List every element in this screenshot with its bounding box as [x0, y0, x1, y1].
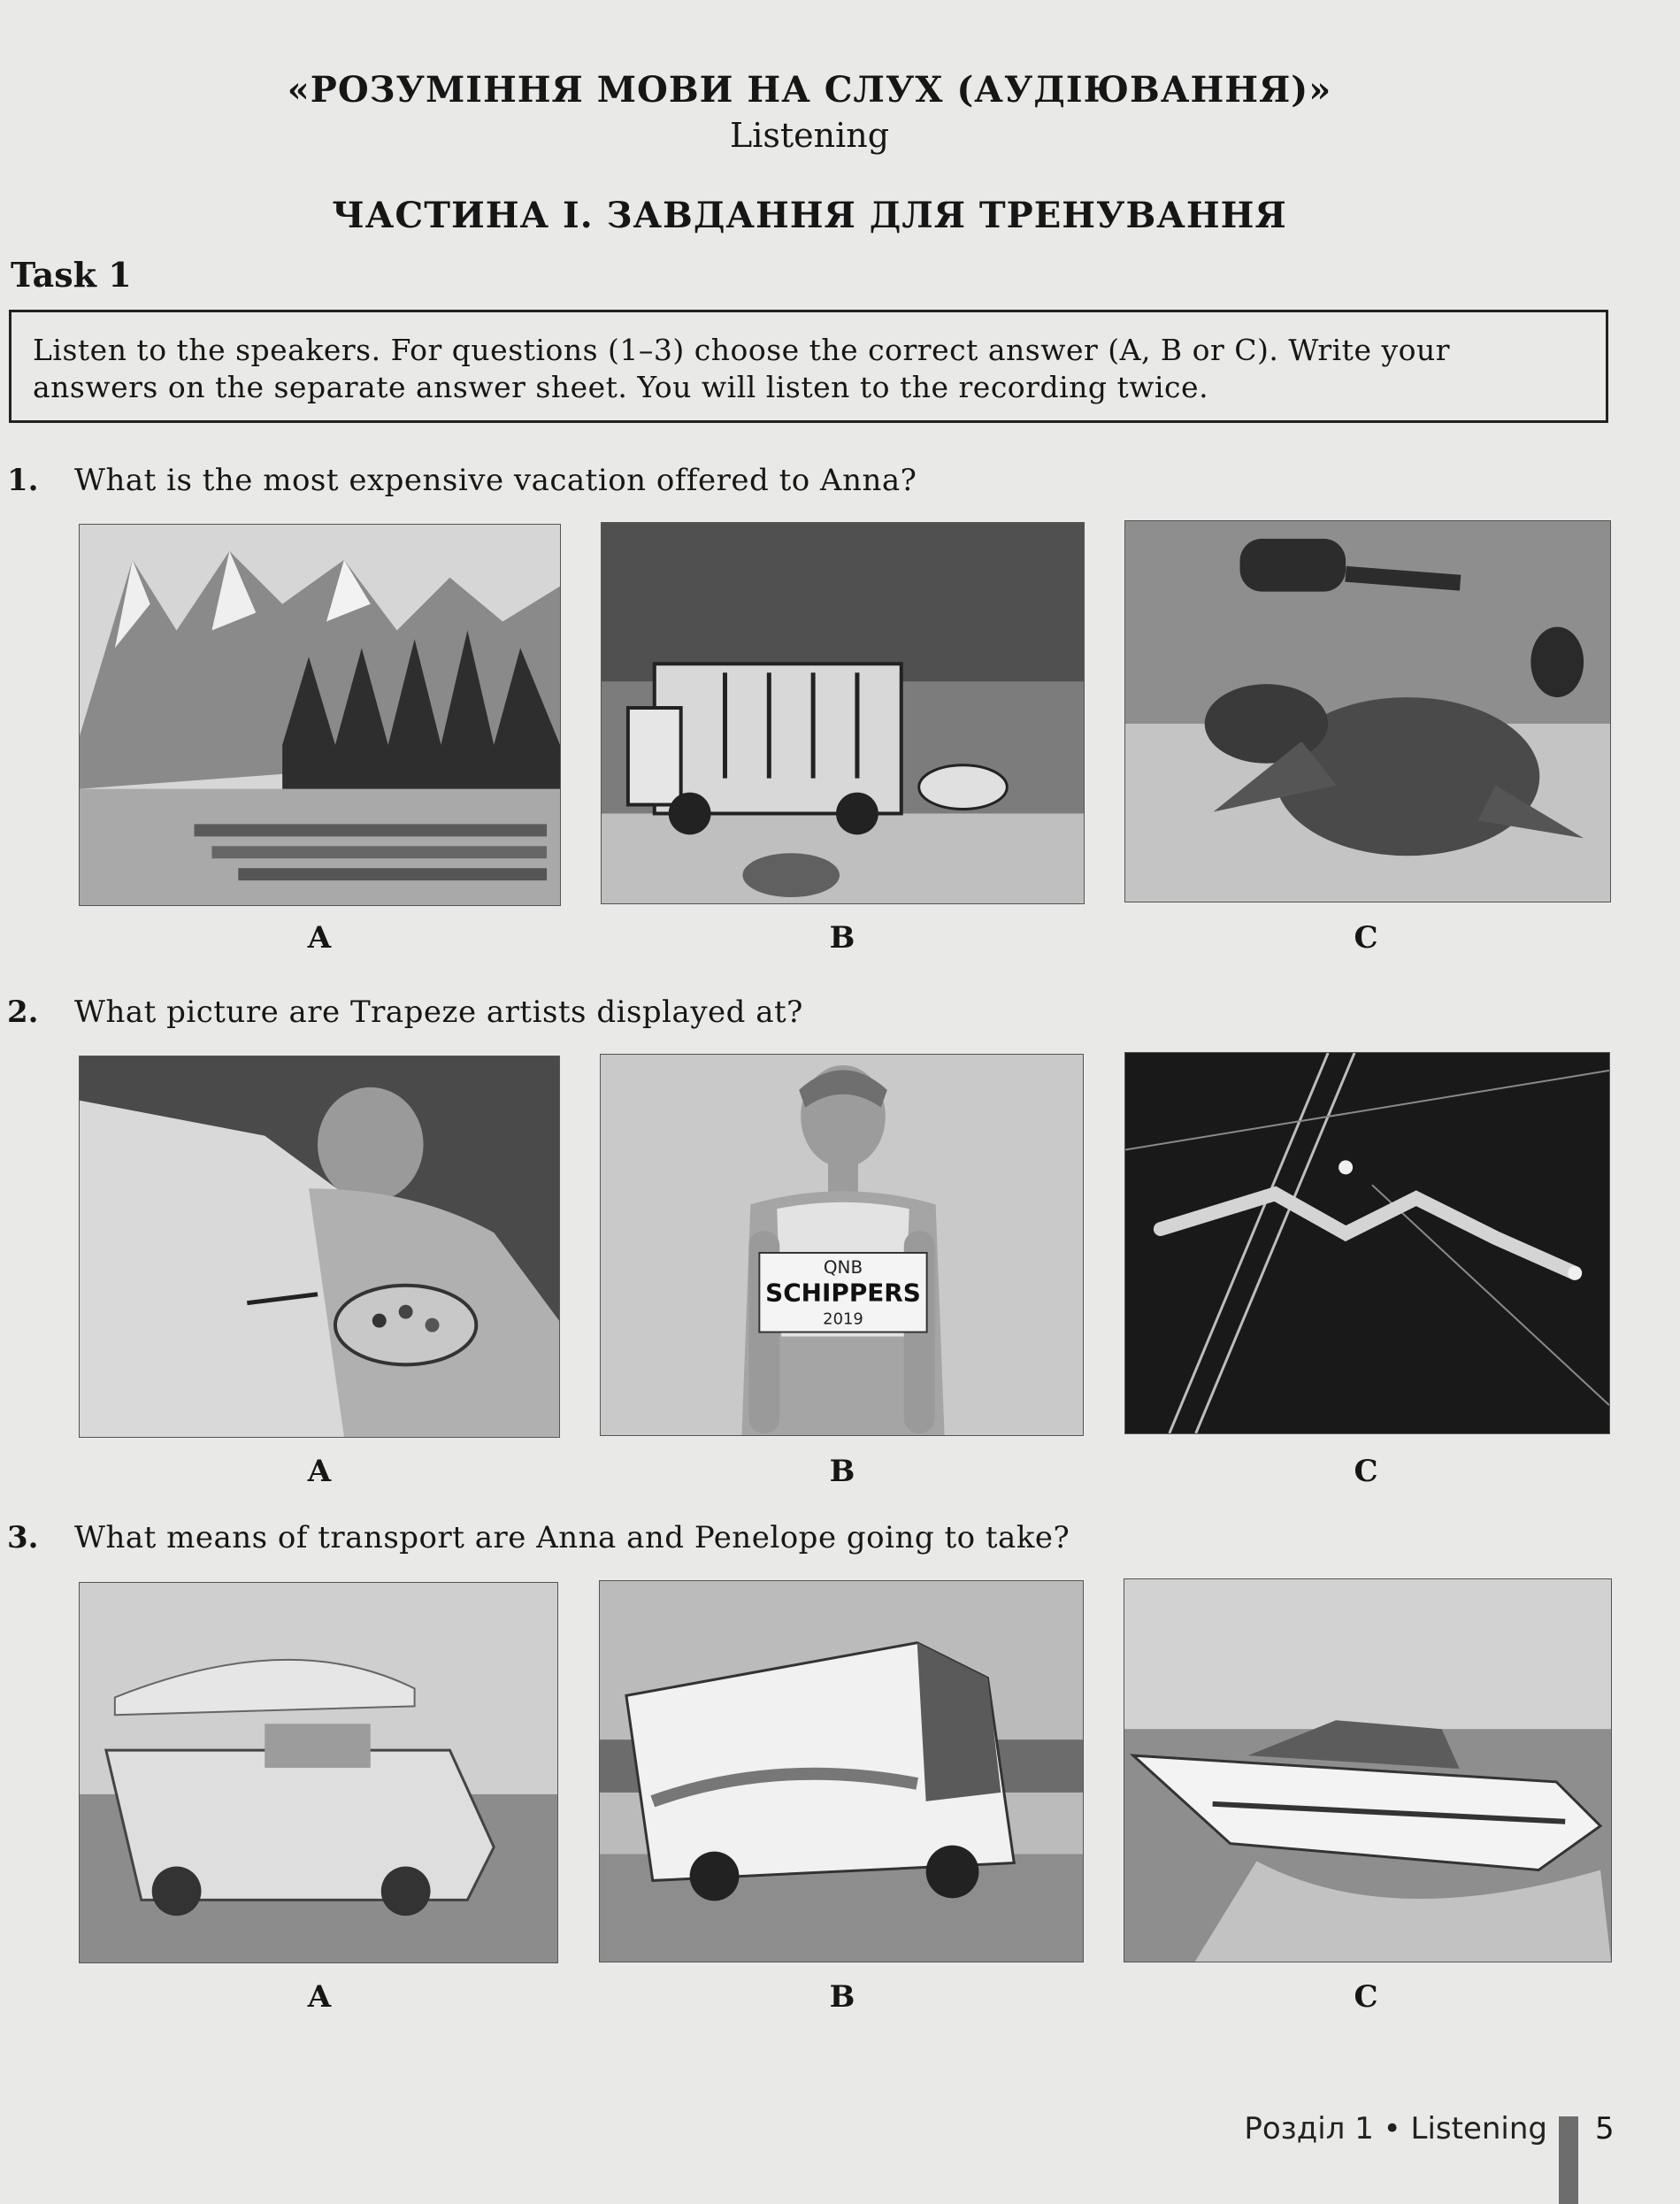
task-label: Task 1	[11, 255, 132, 295]
option-c-label: C	[1354, 920, 1378, 956]
part-title: ЧАСТИНА І. ЗАВДАННЯ ДЛЯ ТРЕНУВАННЯ	[332, 195, 1287, 236]
option-b-label: B	[829, 1454, 855, 1489]
footer-section-label: Розділ 1 • Listening	[1244, 2111, 1547, 2146]
option-a-label: A	[307, 1979, 332, 2015]
question-text: What picture are Trapeze artists displayed at?	[74, 994, 803, 1030]
speedboat-picture[interactable]	[1124, 1578, 1612, 1962]
safari-truck-picture[interactable]	[601, 522, 1085, 904]
instructions-line-1: Listen to the speakers. For questions (1–3) choose the correct answer (A, B or C). Write your	[33, 333, 1450, 367]
painter-picture[interactable]	[79, 1056, 560, 1438]
page-header	[0, 67, 1619, 236]
bib-name-text: SCHIPPERS	[765, 1278, 921, 1308]
option-a-label: A	[307, 1454, 332, 1489]
coach-bus-picture[interactable]	[599, 1580, 1084, 1962]
section-subtitle: Listening	[729, 116, 890, 155]
option-b-label: B	[829, 1979, 855, 2015]
option-c-label: C	[1354, 1979, 1378, 2015]
bib-brand-text: QNB	[823, 1256, 863, 1278]
instructions-box	[9, 310, 1608, 423]
scuba-diving-turtle-picture[interactable]	[1124, 520, 1611, 902]
question-text: What means of transport are Anna and Penelope going to take?	[74, 1520, 1070, 1555]
option-b-label: B	[829, 920, 855, 956]
footer-divider	[1559, 2116, 1578, 2204]
instructions-line-2: answers on the separate answer sheet. You will listen to the recording twice.	[33, 370, 1209, 404]
option-c-label: C	[1354, 1454, 1378, 1489]
option-a-label: A	[307, 920, 332, 956]
mountain-lake-picture[interactable]	[79, 524, 561, 906]
question-number: 2.	[7, 994, 39, 1030]
page-number: 5	[1595, 2111, 1615, 2146]
question-number: 1.	[7, 463, 39, 498]
trapeze-artists-picture[interactable]	[1124, 1052, 1610, 1434]
section-title: «РОЗУМІННЯ МОВИ НА СЛУХ (АУДІЮВАННЯ)»	[287, 69, 1332, 111]
bib-year-text: 2019	[823, 1309, 863, 1329]
athlete-picture[interactable]	[600, 1054, 1084, 1436]
question-number: 3.	[7, 1520, 39, 1555]
amphibious-vehicle-picture[interactable]	[79, 1582, 558, 1963]
question-text: What is the most expensive vacation offered to Anna?	[74, 463, 917, 498]
